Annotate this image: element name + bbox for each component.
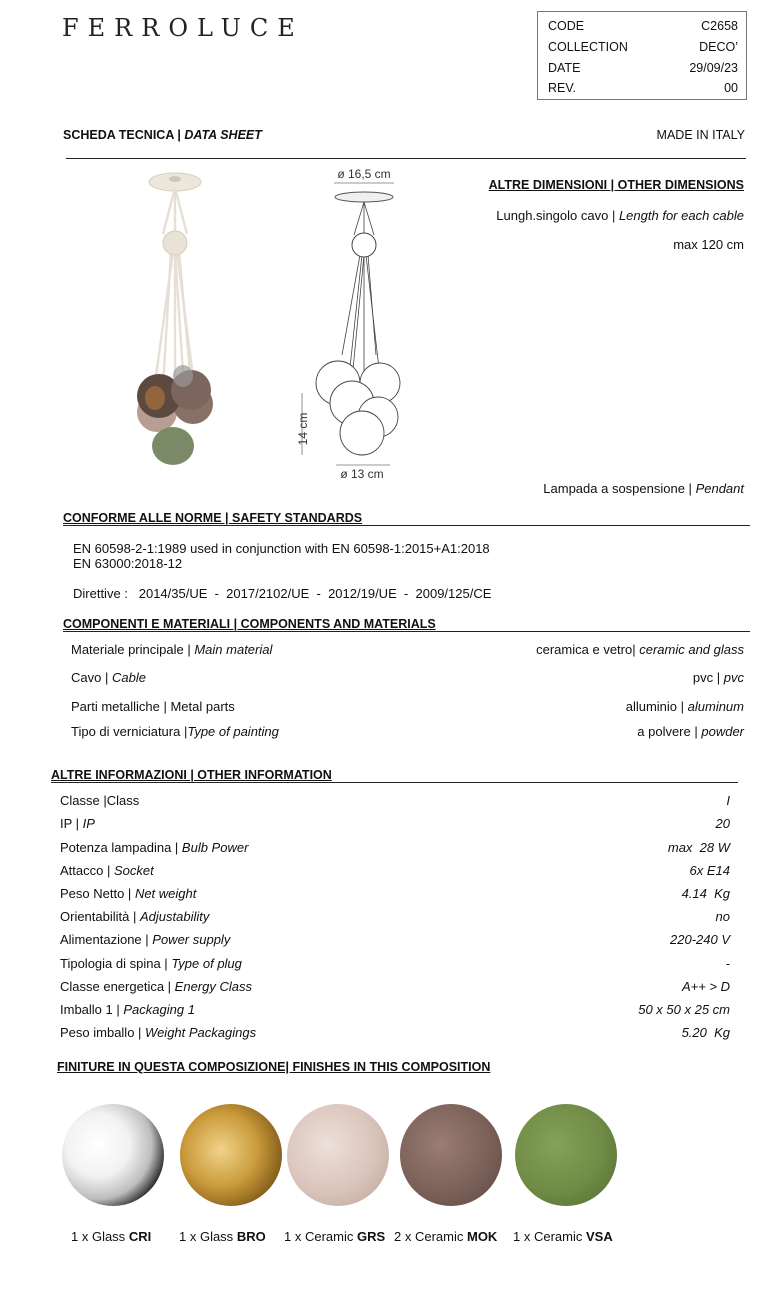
meta-label: DATE (548, 61, 581, 75)
info-label-it: Attacco | (60, 863, 111, 878)
product-photo (125, 168, 230, 468)
cable-length-label-en: Length for each cable (618, 208, 744, 223)
dim-bottom-diameter: ø 13 cm (340, 467, 384, 481)
brand-logo: FERROLUCE (62, 14, 304, 42)
meta-label: REV. (548, 81, 577, 95)
finish-swatch-vsa (515, 1104, 617, 1206)
finish-qty: 1 x Ceramic (513, 1229, 583, 1244)
header-divider (66, 158, 746, 159)
lamp-type (543, 481, 744, 496)
info-row-power-supply (60, 932, 730, 947)
info-row-class (60, 793, 730, 808)
info-label-en: Energy Class (174, 979, 252, 994)
info-value: no (715, 909, 730, 924)
info-label-it: Peso Netto | (60, 886, 132, 901)
meta-label: COLLECTION (548, 40, 628, 54)
info-label-it: Potenza lampadina | (60, 840, 179, 855)
meta-box (537, 11, 747, 100)
finish-code: BRO (236, 1229, 266, 1244)
component-row (71, 699, 744, 714)
info-value: I (726, 793, 730, 808)
components-title: COMPONENTI E MATERIALI | COMPONENTS AND MATERIALS (63, 617, 436, 631)
info-row-bulb-power (60, 840, 730, 855)
info-value: 6x E14 (689, 863, 730, 878)
finish-qty: 1 x Ceramic (284, 1229, 354, 1244)
info-value: max 28 W (667, 840, 730, 855)
info-value: 4.14 Kg (681, 886, 730, 901)
safety-title: CONFORME ALLE NORME | SAFETY STANDARDS (63, 511, 363, 525)
component-label-it: Tipo di verniciatura | (71, 724, 188, 739)
component-value-it: alluminio | (625, 699, 685, 714)
info-label-en: IP (82, 816, 95, 831)
info-value: 20 (715, 816, 730, 831)
other-info-title: ALTRE INFORMAZIONI | OTHER INFORMATION (51, 768, 332, 782)
info-label-en: Socket (113, 863, 154, 878)
component-label-it: Parti metalliche | Metal parts (71, 699, 235, 714)
meta-row-rev (548, 81, 738, 95)
components-divider (63, 631, 750, 632)
component-label-en: Type of painting (187, 724, 279, 739)
info-row-energy-class (60, 979, 730, 994)
finish-qty: 1 x Glass (179, 1229, 234, 1244)
sheet-title (63, 128, 262, 142)
info-label-en: Net weight (134, 886, 197, 901)
meta-row-code (548, 19, 738, 33)
info-row-plug (60, 956, 730, 971)
finish-code: GRS (356, 1229, 386, 1244)
finish-label-cri (71, 1229, 151, 1244)
finish-swatch-grs (287, 1104, 389, 1206)
info-row-package-weight (60, 1025, 730, 1040)
component-label-en: Main material (194, 642, 273, 657)
component-label-en: Cable (111, 670, 146, 685)
lamp-type-en: Pendant (695, 481, 744, 496)
info-label-it: Imballo 1 | (60, 1002, 120, 1017)
finishes-title: FINITURE IN QUESTA COMPOSIZIONE| FINISHES IN THIS COMPOSITION (57, 1060, 491, 1074)
info-row-socket (60, 863, 730, 878)
info-label-it: Classe energetica | (60, 979, 172, 994)
info-label-it: Orientabilità | (60, 909, 137, 924)
finish-label-vsa (513, 1229, 613, 1244)
cable-length-label-it: Lungh.singolo cavo | (496, 208, 616, 223)
info-label-en: Type of plug (171, 956, 242, 971)
finish-code: MOK (466, 1229, 498, 1244)
meta-value: DECO’ (699, 40, 738, 54)
info-value: - (725, 956, 730, 971)
other-dimensions-title: ALTRE DIMENSIONI | OTHER DIMENSIONS (488, 178, 744, 192)
sheet-title-it: SCHEDA TECNICA | (63, 128, 181, 142)
info-value: 50 x 50 x 25 cm (638, 1002, 730, 1017)
info-label-it: Peso imballo | (60, 1025, 142, 1040)
finish-label-grs (284, 1229, 385, 1244)
info-label-en: Bulb Power (181, 840, 249, 855)
directives: Direttive : 2014/35/UE - 2017/2102/UE - 2012/19/UE - 2009/125/CE (73, 586, 492, 601)
info-label-it: IP | (60, 816, 80, 831)
finish-label-mok (394, 1229, 497, 1244)
component-value-it: ceramica e vetro| (536, 642, 636, 657)
finish-qty: 2 x Ceramic (394, 1229, 464, 1244)
info-label-en: Weight Packagings (145, 1025, 257, 1040)
info-label-en: Packaging 1 (123, 1002, 195, 1017)
safety-divider (63, 525, 750, 526)
cable-length-value: max 120 cm (673, 237, 744, 252)
component-row (71, 642, 744, 657)
component-value-en: powder (701, 724, 744, 739)
finish-label-bro (179, 1229, 266, 1244)
technical-drawing (290, 165, 420, 485)
info-value: 5.20 Kg (681, 1025, 730, 1040)
safety-standard-2: EN 63000:2018-12 (73, 556, 183, 571)
info-row-packaging (60, 1002, 730, 1017)
component-label-it: Cavo | (71, 670, 109, 685)
component-label-it: Materiale principale | (71, 642, 191, 657)
finish-swatch-cri (62, 1104, 164, 1206)
info-row-ip (60, 816, 730, 831)
meta-value: C2658 (701, 19, 738, 33)
component-row (71, 670, 744, 685)
info-label-it: Classe |Class (60, 793, 140, 808)
meta-label: CODE (548, 19, 585, 33)
info-row-net-weight (60, 886, 730, 901)
info-value: A++ > D (681, 979, 730, 994)
component-value-it: pvc | (692, 670, 721, 685)
dim-height: 14 cm (296, 412, 310, 446)
made-in-label: MADE IN ITALY (656, 128, 745, 142)
sheet-title-en: DATA SHEET (184, 128, 262, 142)
component-value-it: a polvere | (637, 724, 698, 739)
finish-swatch-bro (180, 1104, 282, 1206)
meta-value: 29/09/23 (689, 61, 738, 75)
finish-code: VSA (585, 1229, 613, 1244)
component-value-en: ceramic and glass (639, 642, 744, 657)
finish-code: CRI (128, 1229, 152, 1244)
lamp-type-it: Lampada a sospensione | (543, 481, 692, 496)
finish-qty: 1 x Glass (71, 1229, 126, 1244)
safety-standard-1: EN 60598-2-1:1989 used in conjunction with EN 60598-1:2015+A1:2018 (73, 541, 490, 556)
component-row (71, 724, 744, 739)
info-label-en: Adjustability (139, 909, 210, 924)
finish-swatch-mok (400, 1104, 502, 1206)
component-value-en: pvc (723, 670, 744, 685)
info-label-en: Power supply (152, 932, 231, 947)
component-value-en: aluminum (687, 699, 744, 714)
meta-row-collection (548, 40, 738, 54)
info-label-it: Alimentazione | (60, 932, 149, 947)
meta-row-date (548, 61, 738, 75)
info-row-adjustability (60, 909, 730, 924)
info-value: 220-240 V (670, 932, 730, 947)
meta-value: 00 (724, 81, 738, 95)
other-info-divider (51, 782, 738, 783)
cable-length-label (496, 208, 744, 223)
dim-top-diameter: ø 16,5 cm (337, 167, 391, 181)
info-label-it: Tipologia di spina | (60, 956, 168, 971)
